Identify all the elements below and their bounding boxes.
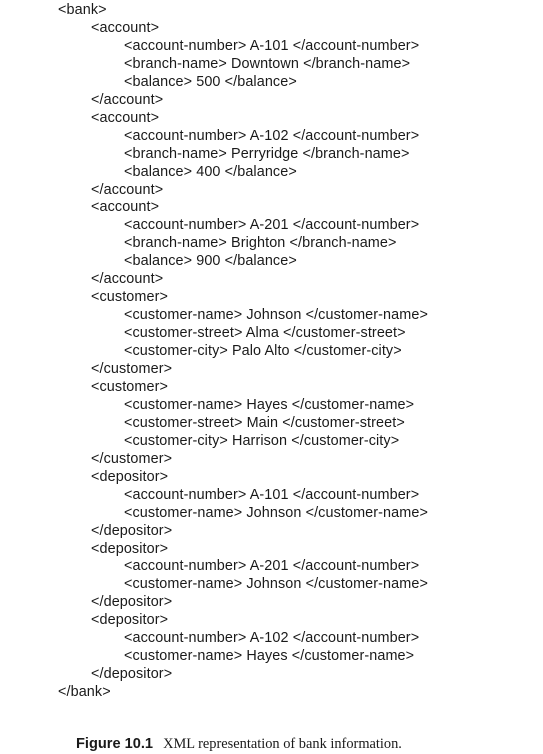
xml-line: <account-number> A-102 </account-number> [124,127,420,144]
figure-caption-text: XML representation of bank information. [163,736,402,752]
xml-line: <customer-city> Harrison </customer-city> [124,432,400,449]
xml-line: </depositor> [91,666,173,683]
xml-line: <customer-name> Johnson </customer-name> [124,307,428,324]
xml-line: <customer-name> Hayes </customer-name> [124,396,415,413]
figure-caption [69,717,402,754]
xml-line: <account-number> A-101 </account-number> [124,486,420,503]
xml-line: </account> [91,91,164,108]
xml-line: <depositor> [91,468,169,485]
xml-line: </bank> [58,684,111,701]
xml-line: <bank> [58,2,107,18]
xml-line: </account> [91,271,164,288]
xml-line: <balance> 500 </balance> [124,73,297,90]
xml-line: <account-number> A-201 </account-number> [124,558,420,575]
xml-line: <balance> 900 </balance> [124,253,297,270]
xml-line: </depositor> [91,522,173,539]
xml-line: </depositor> [91,594,173,611]
figure-label: Figure 10.1 [76,736,154,752]
xml-line: <customer> [91,289,168,306]
xml-line: <customer-name> Johnson </customer-name> [124,504,428,521]
xml-line: <branch-name> Downtown </branch-name> [124,55,411,72]
xml-line: <account> [91,199,160,216]
xml-line: <customer-name> Hayes </customer-name> [124,648,415,665]
xml-line: <customer-city> Palo Alto </customer-city> [124,343,402,360]
xml-line: <depositor> [91,540,169,557]
xml-line: <branch-name> Brighton </branch-name> [124,235,397,252]
xml-line: <account-number> A-201 </account-number> [124,217,420,234]
xml-line: </customer> [91,450,173,467]
xml-line: <account> [91,109,160,126]
xml-line: <customer-street> Main </customer-street> [124,414,405,431]
xml-line: <balance> 400 </balance> [124,163,297,180]
xml-line: <customer> [91,378,168,395]
xml-line: <customer-name> Johnson </customer-name> [124,576,428,593]
xml-line: <account-number> A-101 </account-number> [124,37,420,54]
xml-line: <branch-name> Perryridge </branch-name> [124,145,410,162]
xml-line: <account-number> A-102 </account-number> [124,630,420,647]
xml-line: <customer-street> Alma </customer-street> [124,325,406,342]
xml-line: <account> [91,19,160,36]
xml-line: </account> [91,181,164,198]
xml-line: <depositor> [91,612,169,629]
xml-line: </customer> [91,361,173,377]
